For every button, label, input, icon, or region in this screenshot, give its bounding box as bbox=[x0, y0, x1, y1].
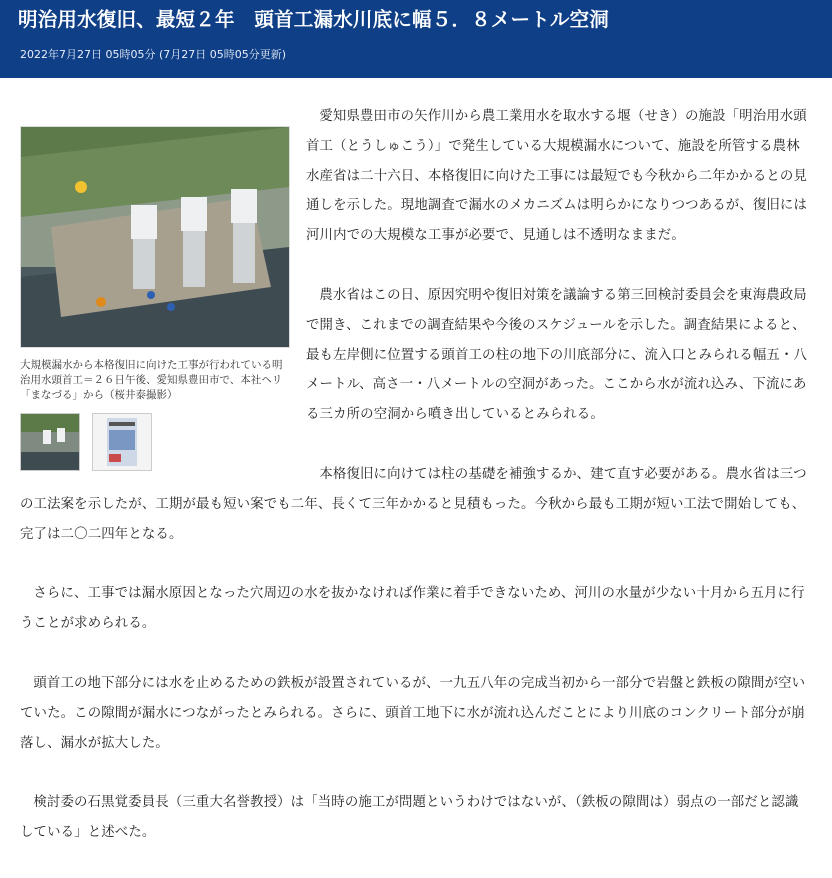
thumbnail-photo-1[interactable] bbox=[20, 413, 80, 471]
paragraph-2: 農水省はこの日、原因究明や復旧対策を議論する第三回検討委員会を東海農政局で開き、これまでの調査結果や今後のスケジュールを示した。調査結果によると、最も左岸側に位置する頭首工の柱の地下の川底部分に、流入口とみられる幅五・八メートル、高さ一・八メートルの空洞があった。ここから水が流れ込み、下流にある三カ所の空洞から噴き出しているとみられる。 bbox=[306, 287, 808, 423]
paragraph-4: さらに、工事では漏水原因となった穴周辺の水を抜かなければ作業に着手できないため、河川の水量が少ない十月から五月に行うことが求められる。 bbox=[20, 586, 805, 632]
article-date: 2022年7月27日 05時05分 (7月27日 05時05分更新) bbox=[20, 48, 287, 61]
paragraph-6: 検討委の石黒覚委員長（三重大名誉教授）は「当時の施工が問題というわけではないが、（鉄板の隙間は）弱点の一部だと認識している」と述べた。 bbox=[20, 795, 799, 841]
thumbnail-image-2 bbox=[93, 414, 151, 470]
main-photo[interactable] bbox=[20, 126, 290, 348]
paragraph-1: 愛知県豊田市の矢作川から農工業用水を取水する堰（せき）の施設「明治用水頭首工（とうしゅこう）」で発生している大規模漏水について、施設を所管する農林水産省は二十六日、本格復旧に向けた工事には最短でも今秋から二年かかるとの見通しを示した。現地調査で漏水のメカニズムは明らかになりつつあるが、復旧には河川内での大規模な工事が必要で、見通しは不透明なままだ。 bbox=[306, 109, 808, 244]
article-header bbox=[0, 0, 832, 78]
paragraph-5: 頭首工の地下部分には水を止めるための鉄板が設置されているが、一九五八年の完成当初から一部分で岩盤と鉄板の隙間が空いていた。この隙間が漏水につながったとみられる。さらに、頭首工地下に水が流れ込んだことにより川底のコンクリート部分が崩落し、漏水が拡大した。 bbox=[20, 675, 806, 751]
thumbnail-image-1 bbox=[21, 414, 79, 470]
article-title: 明治用水復旧、最短２年 頭首工漏水川底に幅５．８メートル空洞 bbox=[18, 8, 610, 31]
aerial-photo-image bbox=[21, 127, 289, 347]
article-figure bbox=[20, 126, 290, 473]
thumbnail-photo-2[interactable] bbox=[92, 413, 152, 471]
article-body bbox=[20, 102, 812, 878]
thumbnail-strip bbox=[20, 413, 290, 473]
paragraph-3: 本格復旧に向けては柱の基礎を補強するか、建て直す必要がある。農水省は三つの工法案を示したが、工期が最も短い案でも二年、長くて三年かかると見積もった。今秋から最も工期が短い工法で開始しても、完了は二〇二四年となる。 bbox=[20, 466, 807, 542]
photo-caption: 大規模漏水から本格復旧に向けた工事が行われている明治用水頭首工＝２６日午後、愛知県豊田市で、本社ヘリ「まなづる」から（桜井泰撮影） bbox=[20, 359, 283, 401]
